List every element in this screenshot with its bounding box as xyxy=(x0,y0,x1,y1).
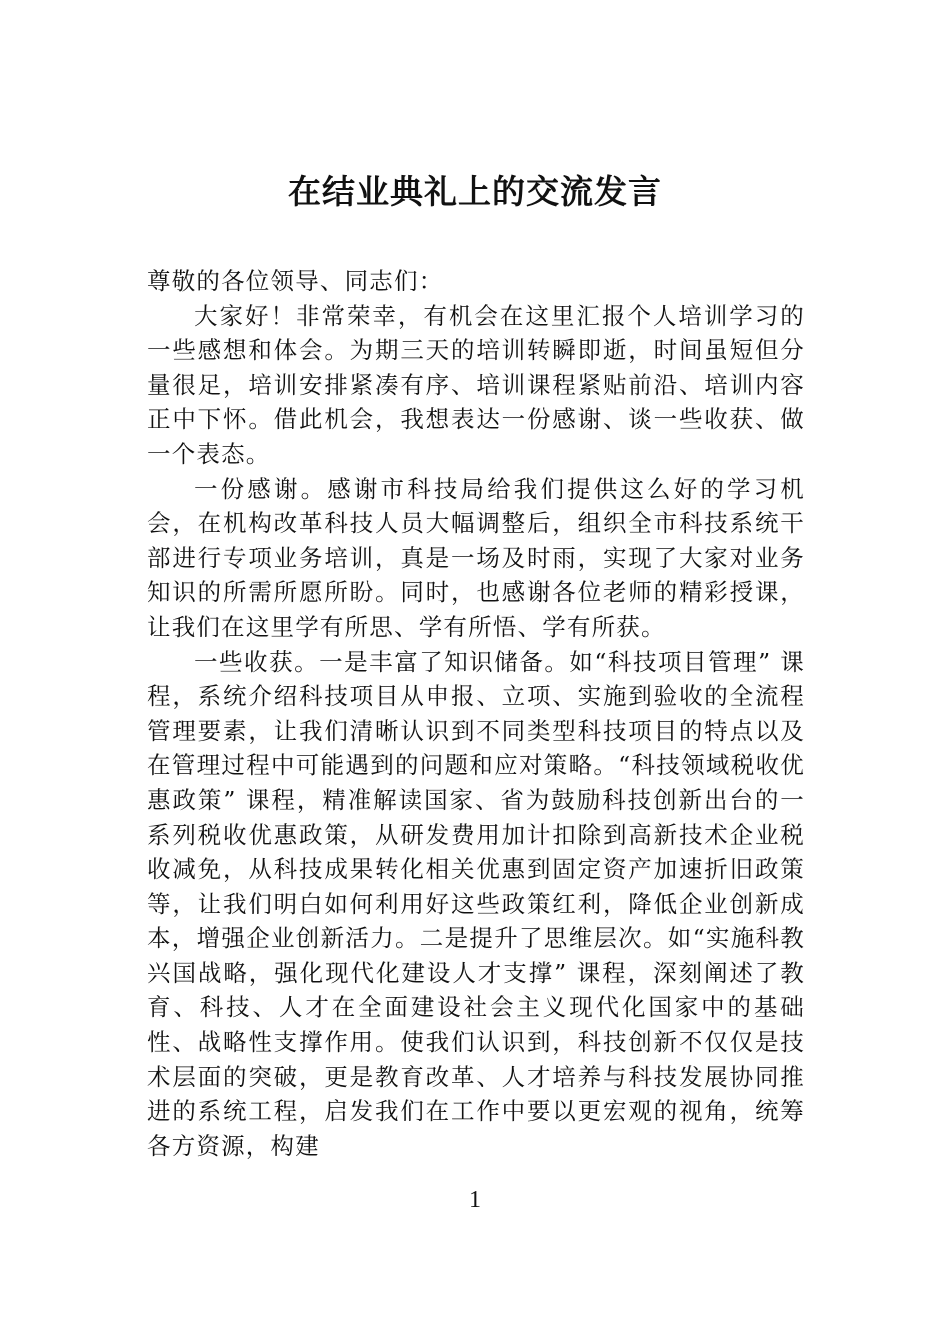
paragraph-gains: 一些收获。一是丰富了知识储备。如“科技项目管理” 课程，系统介绍科技项目从申报、立项、实施到验收的全流程管理要素，让我们清晰认识到不同类型科技项目的特点以及在管理过程中可能遇到的问题和应对策略。“科技领域税收优惠政策” 课程，精准解读国家、省为鼓励科技创新出台的一系列税收优惠政策，从研发费用加计扣除到高新技术企业税收减免，从科技成果转化相关优惠到固定资产加速折旧政策等，让我们明白如何利用好这些政策红利，降低企业创新成本，增强企业创新活力。二是提升了思维层次。如“实施科教兴国战略，强化现代化建设人才支撑” 课程，深刻阐述了教育、科技、人才在全面建设社会主义现代化国家中的基础性、战略性支撑作用。使我们认识到，科技创新不仅仅是技术层面的突破，更是教育改革、人才培养与科技发展协同推进的系统工程，启发我们在工作中要以更宏观的视角，统筹各方资源，构建 xyxy=(147,647,805,1160)
document-body xyxy=(147,264,805,1163)
page-number: 1 xyxy=(469,1187,481,1213)
paragraph-thanks: 一份感谢。感谢市科技局给我们提供这么好的学习机会，在机构改革科技人员大幅调整后，组织全市科技系统干部进行专项业务培训，真是一场及时雨，实现了大家对业务知识的所需所愿所盼。同时，也感谢各位老师的精彩授课，让我们在这里学有所思、学有所悟、学有所获。 xyxy=(147,474,805,641)
document-title: 在结业典礼上的交流发言 xyxy=(288,172,662,211)
paragraph-greeting: 大家好！非常荣幸，有机会在这里汇报个人培训学习的一些感想和体会。为期三天的培训转瞬即逝，时间虽短但分量很足，培训安排紧凑有序、培训课程紧贴前沿、培训内容正中下怀。借此机会，我想表达一份感谢、谈一些收获、做一个表态。 xyxy=(147,301,805,468)
salutation: 尊敬的各位领导、同志们： xyxy=(147,267,444,295)
